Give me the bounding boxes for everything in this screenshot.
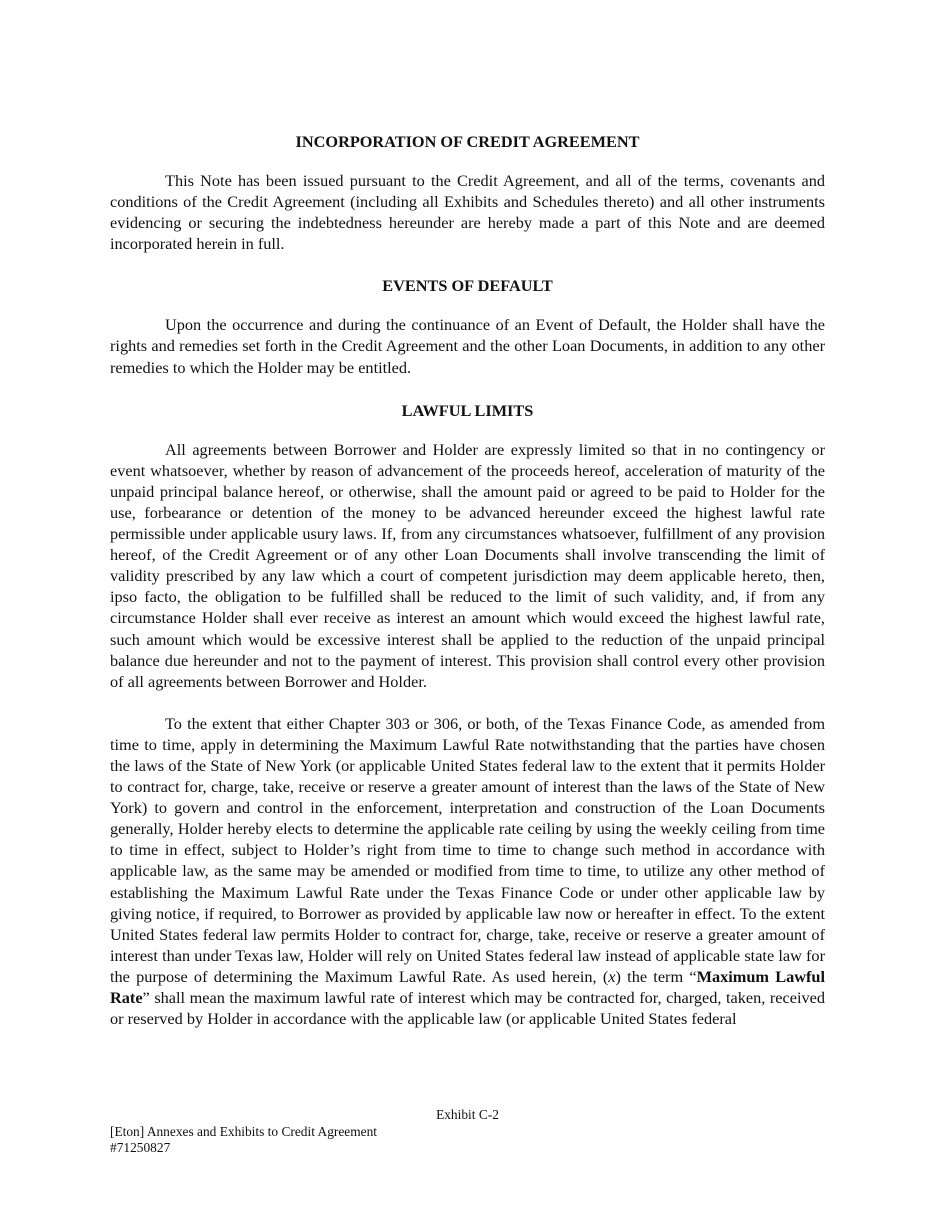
document-title: [Eton] Annexes and Exhibits to Credit Agreement <box>110 1124 378 1139</box>
defined-term-maximum-lawful-rate: Maximum Lawful Rate <box>110 966 825 1007</box>
paragraph-text: ” shall mean the maximum lawful rate of interest which may be contracted for, charged, taken, received or reserved by Holder in accordance with the applicable law (or applicable United States federal <box>110 988 825 1029</box>
document-number: #71250827 <box>110 1140 171 1155</box>
document-page <box>110 131 825 1029</box>
paragraph-incorporation: This Note has been issued pursuant to the Credit Agreement, and all of the terms, covenants and conditions of the Credit Agreement (including all Exhibits and Schedules thereto) and all other instruments evidencing or securing the indebtedness hereunder are hereby made a part of this Note and are deemed incorporated herein in full. <box>110 171 825 254</box>
footer-document-info <box>110 1124 377 1156</box>
paragraph-text: To the extent that either Chapter 303 or 306, or both, of the Texas Finance Code, as amended from time to time, apply in determining the Maximum Lawful Rate notwithstanding that the parties have chosen the laws of the State of New York (or applicable United States federal law to the extent that it permits Holder to contract for, charge, take, receive or reserve a greater amount of interest than the laws of the State of New York) to govern and control in the enforcement, interpretation and construction of the Loan Documents generally, Holder hereby elects to determine the applicable rate ceiling by using the weekly ceiling from time to time in effect, subject to Holder’s right from time to time to change such method in accordance with applicable law, as the same may be amended or modified from time to time, to utilize any other method of establishing the Maximum Lawful Rate under the Texas Finance Code or under other applicable law by giving notice, if required, to Borrower as provided by applicable law now or hereafter in effect. To the extent United States federal law permits Holder to contract for, charge, take, receive or reserve a greater amount of interest than under Texas law, Holder will rely on United States federal law instead of applicable state law for the purpose of determining the Maximum Lawful Rate. As used herein, ( <box>110 713 825 986</box>
paragraph-events-of-default: Upon the occurrence and during the continuance of an Event of Default, the Holder shall have the rights and remedies set forth in the Credit Agreement and the other Loan Documents, in addition to any other remedies to which the Holder may be entitled. <box>110 315 825 377</box>
paragraph-lawful-limits-2 <box>110 713 825 1029</box>
heading-lawful-limits: LAWFUL LIMITS <box>401 400 534 420</box>
heading-incorporation: INCORPORATION OF CREDIT AGREEMENT <box>295 132 640 151</box>
italic-x: x <box>608 966 616 986</box>
footer-exhibit <box>0 1107 933 1123</box>
exhibit-label: Exhibit C-2 <box>436 1107 499 1122</box>
paragraph-lawful-limits-1: All agreements between Borrower and Holder are expressly limited so that in no contingency or event whatsoever, whether by reason of advancement of the proceeds hereof, acceleration of maturity of the unpaid principal balance hereof, or otherwise, shall the amount paid or agreed to be paid to Holder for the use, forbearance or detention of the money to be advanced hereunder exceed the highest lawful rate permissible under applicable usury laws. If, from any circumstances whatsoever, fulfillment of any provision hereof, of the Credit Agreement or of any other Loan Documents shall involve transcending the limit of validity prescribed by any law which a court of competent jurisdiction may deem applicable hereto, then, ipso facto, the obligation to be fulfilled shall be reduced to the limit of such validity, and, if from any circumstance Holder shall ever receive as interest an amount which would exceed the highest lawful rate, such amount which would be excessive interest shall be applied to the reduction of the unpaid principal balance due hereunder and not to the payment of interest. This provision shall control every other provision of all agreements between Borrower and Holder. <box>110 439 825 691</box>
paragraph-text: ) the term “ <box>615 966 697 986</box>
heading-events-of-default: EVENTS OF DEFAULT <box>382 276 553 296</box>
